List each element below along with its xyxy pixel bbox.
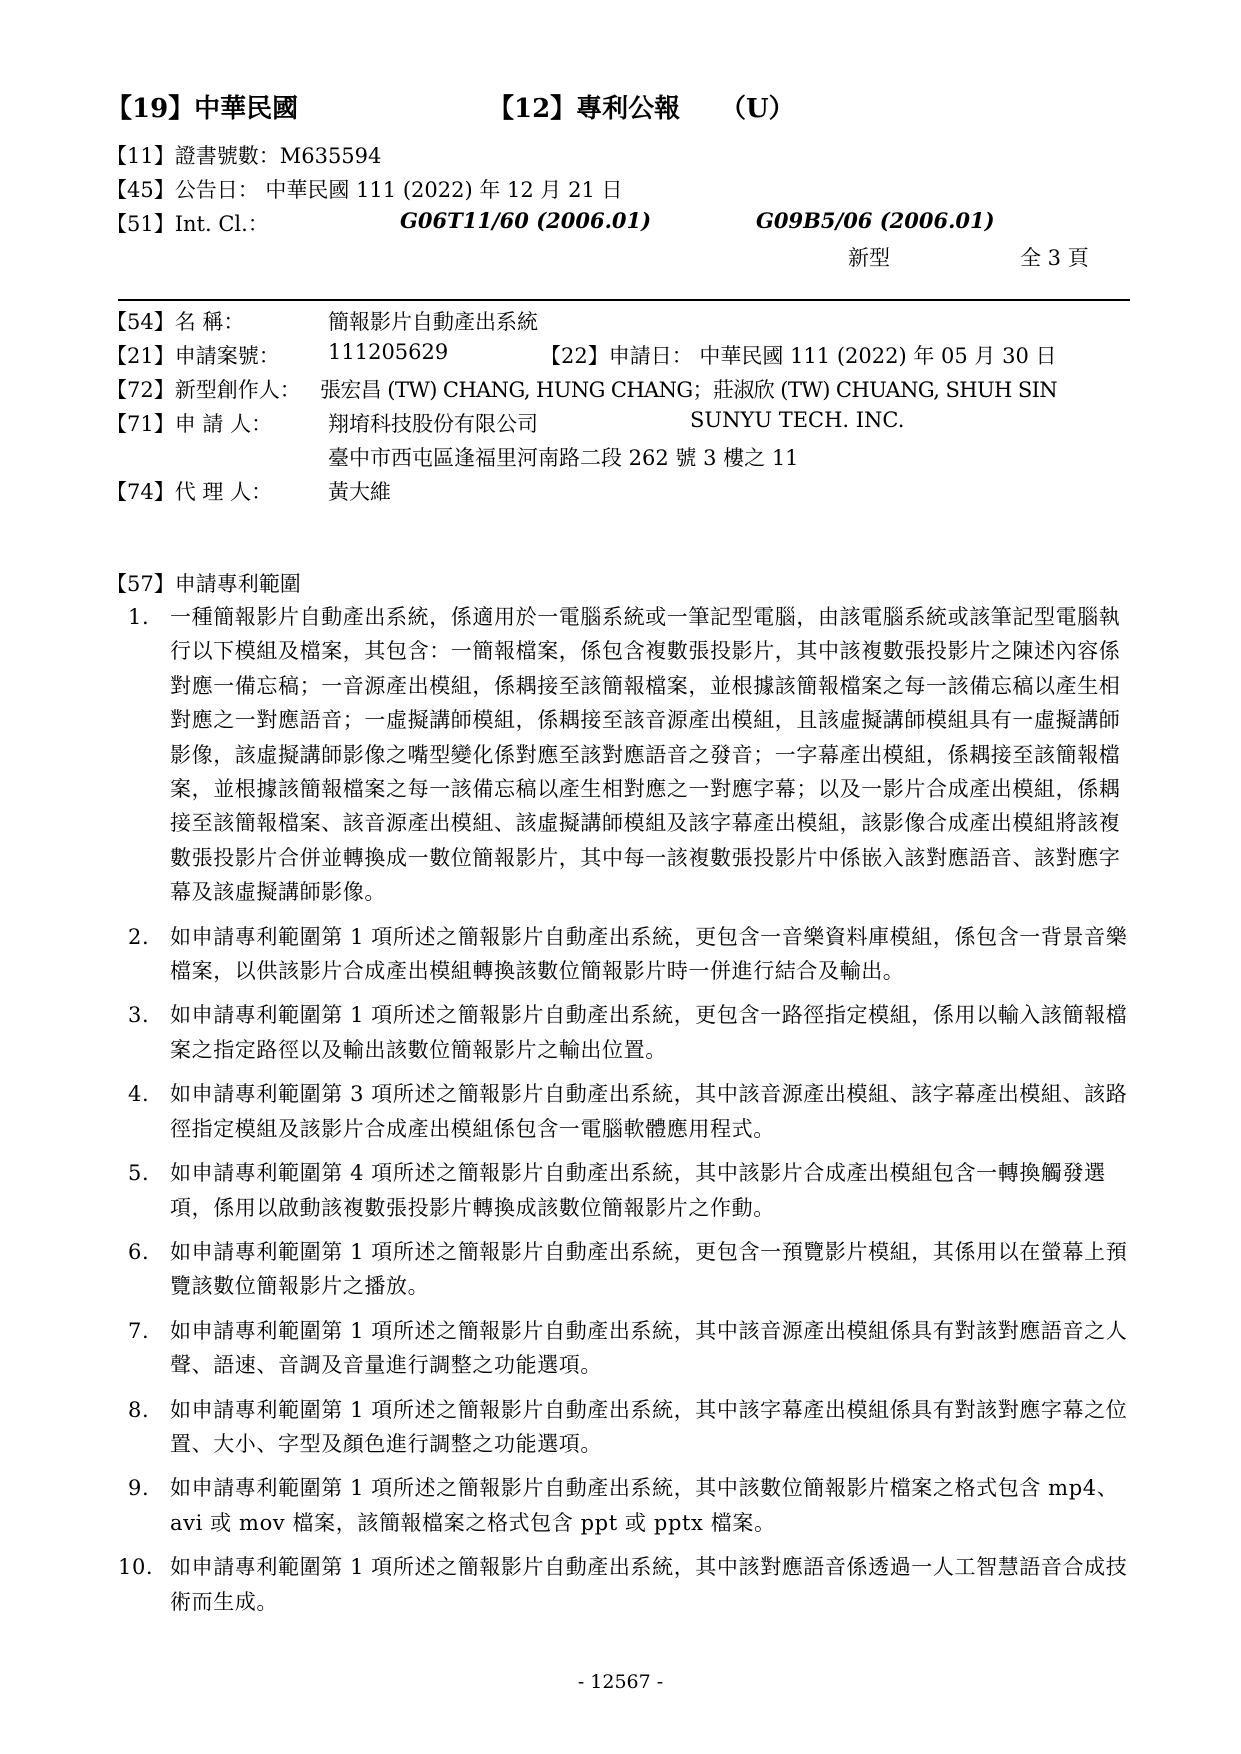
patent-type: （U） [720, 94, 795, 124]
applicant-address: 臺中市西屯區逢福里河南路二段 262 號 3 樓之 11 [328, 446, 799, 470]
gazette-title: 【12】專利公報 [488, 94, 681, 124]
claim-number: 7. [128, 1318, 150, 1343]
applicant-name-en: SUNYU TECH. INC. [690, 408, 905, 432]
claims-list [118, 600, 1132, 1629]
claim-item [118, 1235, 1132, 1304]
application-number: 111205629 [328, 340, 449, 364]
claim-item [118, 1471, 1132, 1540]
header-divider [118, 299, 1130, 301]
claim-item [118, 600, 1132, 910]
application-date: 【22】申請日： 中華民國 111 (2022) 年 05 月 30 日 [540, 344, 1057, 368]
claim-text: 如申請專利範圍第 1 項所述之簡報影片自動產出系統，其中該音源產出模組係具有對該對應語音之人聲、語速、音調及音量進行調整之功能選項。 [170, 1318, 1128, 1378]
country-header: 【19】中華民國 [106, 94, 299, 124]
claim-item [118, 1314, 1132, 1383]
claim-number: 10. [118, 1555, 154, 1580]
claim-number: 5. [128, 1161, 150, 1186]
page-count: 全 3 頁 [1020, 246, 1089, 270]
claim-item [118, 998, 1132, 1067]
title-label: 【54】名 稱： [106, 310, 245, 334]
agent-name: 黃大維 [328, 480, 391, 504]
claim-text: 如申請專利範圍第 4 項所述之簡報影片自動產出系統，其中該影片合成產出模組包含一轉換觸發選項，係用以啟動該複數張投影片轉換成該數位簡報影片之作動。 [170, 1161, 1106, 1220]
page-number: - 12567 - [577, 1671, 664, 1693]
intcl-label: 【51】Int. Cl.： [106, 212, 269, 236]
claim-text: 如申請專利範圍第 1 項所述之簡報影片自動產出系統，更包含一音樂資料庫模組，係包含一背景音樂檔案，以供該影片合成產出模組轉換該數位簡報影片時一併進行結合及輸出。 [170, 924, 1128, 984]
applicant-name-zh: 翔堉科技股份有限公司 [328, 412, 538, 436]
application-number-label: 【21】申請案號： [106, 344, 280, 368]
patent-kind: 新型 [848, 246, 890, 270]
claim-text: 一種簡報影片自動產出系統，係適用於一電腦系統或一筆記型電腦，由該電腦系統或該筆記型電腦執行以下模組及檔案，其包含：一簡報檔案，係包含複數張投影片，其中該複數張投影片之陳述內容係對應一備忘稿；一音源產出模組，係耦接至該簡報檔案，並根據該簡報檔案之每一該備忘稿以產生相對應之一對應語音；一虛擬講師模組，係耦接至該音源產出模組，且該虛擬講師模組具有一虛擬講師影像，該虛擬講師影像之嘴型變化係對應至該對應語音之發音；一字幕產出模組，係耦接至該簡報檔案，並根據該簡報檔案之每一該備忘稿以產生相對應之一對應字幕；以及一影片合成產出模組，係耦接至該簡報檔案、該音源產出模組、該虛擬講師模組及該字幕產出模組，該影像合成產出模組將該複數張投影片合併並轉換成一數位簡報影片，其中每一該複數張投影片中係嵌入該對應語音、該對應字幕及該虛擬講師影像。 [170, 605, 1121, 905]
claim-number: 1. [128, 605, 150, 629]
claim-text: 如申請專利範圍第 1 項所述之簡報影片自動產出系統，其中該字幕產出模組係具有對該對應字幕之位置、大小、字型及顏色進行調整之功能選項。 [170, 1397, 1128, 1456]
claim-item [118, 920, 1132, 989]
claim-number: 4. [128, 1082, 150, 1107]
claim-item [118, 1550, 1132, 1619]
agent-label: 【74】代 理 人： [106, 480, 273, 504]
claim-text: 如申請專利範圍第 1 項所述之簡報影片自動產出系統，更包含一預覽影片模組，其係用以在螢幕上預覽該數位簡報影片之播放。 [170, 1239, 1128, 1299]
claim-item [118, 1156, 1132, 1225]
claim-text: 如申請專利範圍第 1 項所述之簡報影片自動產出系統，其中該數位簡報影片檔案之格式包含 mp4、avi 或 mov 檔案，該簡報檔案之格式包含 ppt 或 pptx 檔案。 [170, 1476, 1119, 1535]
patent-title: 簡報影片自動產出系統 [328, 310, 538, 334]
creator-label: 【72】新型創作人： [106, 378, 301, 402]
claim-item [118, 1393, 1132, 1462]
intcl-code-2: G09B5/06 (2006.01) [756, 208, 995, 233]
claim-number: 9. [128, 1476, 150, 1501]
claim-text: 如申請專利範圍第 1 項所述之簡報影片自動產出系統，更包含一路徑指定模組，係用以輸入該簡報檔案之指定路徑以及輸出該數位簡報影片之輸出位置。 [170, 1003, 1128, 1062]
claim-item [118, 1077, 1132, 1146]
claim-number: 8. [128, 1397, 150, 1422]
intcl-code-1: G06T11/60 (2006.01) [400, 208, 652, 233]
claim-number: 3. [128, 1003, 150, 1028]
claim-text: 如申請專利範圍第 3 項所述之簡報影片自動產出系統，其中該音源產出模組、該字幕產出模組、該路徑指定模組及該影片合成產出模組係包含一電腦軟體應用程式。 [170, 1082, 1128, 1141]
announce-date: 【45】公告日： 中華民國 111 (2022) 年 12 月 21 日 [106, 178, 623, 202]
certificate-number: 【11】證書號數：M635594 [106, 144, 382, 168]
claims-heading: 【57】申請專利範圍 [106, 572, 301, 596]
claim-number: 2. [128, 924, 150, 949]
claim-text: 如申請專利範圍第 1 項所述之簡報影片自動產出系統，其中該對應語音係透過一人工智慧語音合成技術而生成。 [170, 1555, 1128, 1614]
applicant-label: 【71】申 請 人： [106, 412, 273, 436]
creators: 張宏昌 (TW) CHANG, HUNG CHANG；莊淑欣 (TW) CHUANG, SHUH SIN [320, 378, 1058, 402]
claim-number: 6. [128, 1239, 150, 1264]
